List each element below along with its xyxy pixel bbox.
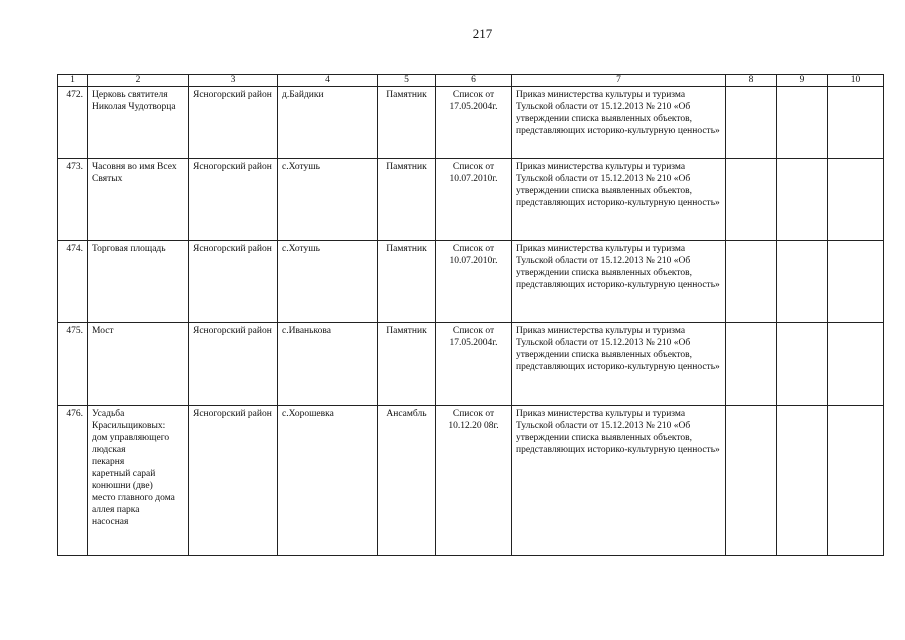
table-row bbox=[58, 406, 884, 556]
sub-item: дом управляющего bbox=[92, 433, 170, 443]
row-number: 473. bbox=[58, 159, 88, 241]
col-10-cell bbox=[828, 87, 884, 159]
object-name: Часовня во имя Всех Святых bbox=[88, 159, 189, 241]
object-name: Торговая площадь bbox=[88, 241, 189, 323]
object-name: Церковь святителя Николая Чудотворца bbox=[88, 87, 189, 159]
locality: д.Байдики bbox=[278, 87, 378, 159]
locality: с.Хорошевка bbox=[278, 406, 378, 556]
col-header-8: 8 bbox=[726, 75, 777, 87]
col-header-4: 4 bbox=[278, 75, 378, 87]
sub-item: аллея парка bbox=[92, 505, 140, 515]
row-number: 474. bbox=[58, 241, 88, 323]
col-header-1: 1 bbox=[58, 75, 88, 87]
col-8-cell bbox=[726, 159, 777, 241]
col-10-cell bbox=[828, 406, 884, 556]
row-number: 472. bbox=[58, 87, 88, 159]
legal-document: Приказ министерства культуры и туризма Тульской области от 15.12.2013 № 210 «Об утверждении списка выявленных объектов, представляющих историко-культурную ценность» bbox=[512, 406, 726, 556]
col-10-cell bbox=[828, 323, 884, 406]
district: Ясногорский район bbox=[189, 323, 278, 406]
category: Памятник bbox=[378, 323, 436, 406]
table-row bbox=[58, 159, 884, 241]
list-date: Список от 17.05.2004г. bbox=[436, 323, 512, 406]
col-8-cell bbox=[726, 323, 777, 406]
list-date: Список от 10.12.20 08г. bbox=[436, 406, 512, 556]
col-header-6: 6 bbox=[436, 75, 512, 87]
list-date: Список от 10.07.2010г. bbox=[436, 159, 512, 241]
legal-document: Приказ министерства культуры и туризма Тульской области от 15.12.2013 № 210 «Об утверждении списка выявленных объектов, представляющих историко-культурную ценность» bbox=[512, 87, 726, 159]
col-9-cell bbox=[777, 323, 828, 406]
col-8-cell bbox=[726, 241, 777, 323]
object-name: Усадьба Красильщиковых: bbox=[92, 409, 166, 431]
category: Памятник bbox=[378, 87, 436, 159]
sub-item: конюшни (две) bbox=[92, 481, 153, 491]
row-number: 475. bbox=[58, 323, 88, 406]
col-10-cell bbox=[828, 159, 884, 241]
locality: с.Иванькова bbox=[278, 323, 378, 406]
table-row bbox=[58, 241, 884, 323]
object-name: Мост bbox=[88, 323, 189, 406]
sub-item: насосная bbox=[92, 517, 129, 527]
category: Ансамбль bbox=[378, 406, 436, 556]
col-10-cell bbox=[828, 241, 884, 323]
category: Памятник bbox=[378, 241, 436, 323]
sub-item: место главного дома bbox=[92, 493, 175, 503]
col-9-cell bbox=[777, 406, 828, 556]
table-row bbox=[58, 87, 884, 159]
district: Ясногорский район bbox=[189, 87, 278, 159]
col-8-cell bbox=[726, 87, 777, 159]
col-header-10: 10 bbox=[828, 75, 884, 87]
col-header-5: 5 bbox=[378, 75, 436, 87]
category: Памятник bbox=[378, 159, 436, 241]
legal-document: Приказ министерства культуры и туризма Тульской области от 15.12.2013 № 210 «Об утверждении списка выявленных объектов, представляющих историко-культурную ценность» bbox=[512, 241, 726, 323]
col-header-2: 2 bbox=[88, 75, 189, 87]
sub-item: каретный сарай bbox=[92, 469, 156, 479]
page-number: 217 bbox=[472, 26, 493, 41]
legal-document: Приказ министерства культуры и туризма Тульской области от 15.12.2013 № 210 «Об утверждении списка выявленных объектов, представляющих историко-культурную ценность» bbox=[512, 159, 726, 241]
table-row bbox=[58, 323, 884, 406]
locality: с.Хотушь bbox=[278, 241, 378, 323]
col-9-cell bbox=[777, 159, 828, 241]
header-row bbox=[58, 75, 884, 87]
district: Ясногорский район bbox=[189, 241, 278, 323]
list-date: Список от 17.05.2004г. bbox=[436, 87, 512, 159]
heritage-registry-table bbox=[57, 74, 884, 556]
locality: с.Хотушь bbox=[278, 159, 378, 241]
sub-item: пекарня bbox=[92, 457, 125, 467]
list-date: Список от 10.07.2010г. bbox=[436, 241, 512, 323]
legal-document: Приказ министерства культуры и туризма Тульской области от 15.12.2013 № 210 «Об утверждении списка выявленных объектов, представляющих историко-культурную ценность» bbox=[512, 323, 726, 406]
col-9-cell bbox=[777, 241, 828, 323]
col-header-7: 7 bbox=[512, 75, 726, 87]
col-header-9: 9 bbox=[777, 75, 828, 87]
row-number: 476. bbox=[58, 406, 88, 556]
col-header-3: 3 bbox=[189, 75, 278, 87]
col-9-cell bbox=[777, 87, 828, 159]
object-name-group bbox=[88, 406, 189, 556]
col-8-cell bbox=[726, 406, 777, 556]
district: Ясногорский район bbox=[189, 406, 278, 556]
district: Ясногорский район bbox=[189, 159, 278, 241]
sub-item: людская bbox=[92, 445, 126, 455]
